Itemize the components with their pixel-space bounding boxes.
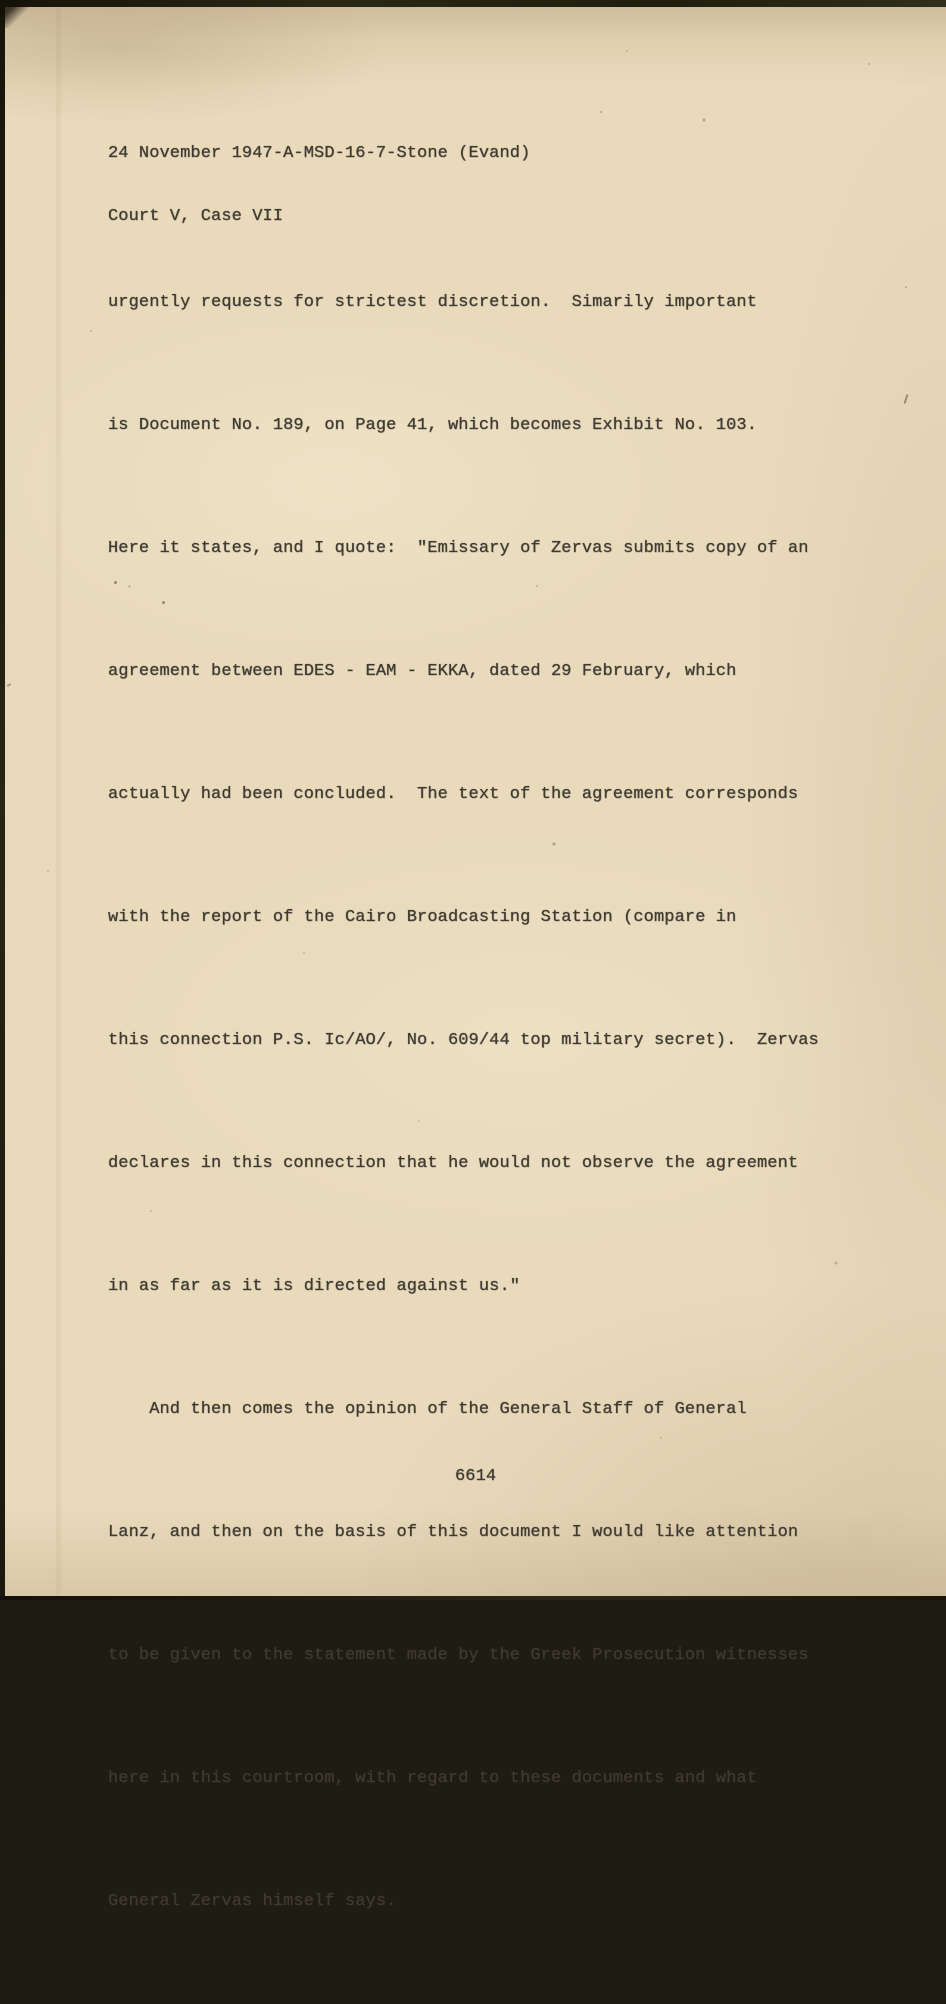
text-line: actually had been concluded. The text of the agreement corresponds bbox=[108, 785, 799, 804]
text-line: is Document No. 189, on Page 41, which becomes Exhibit No. 103. bbox=[108, 416, 758, 435]
text-line: urgently requests for strictest discretion. Simarily important bbox=[108, 293, 758, 312]
text-line: agreement between EDES - EAM - EKKA, dated 29 February, which bbox=[108, 662, 737, 681]
text-line: declares in this connection that he would not observe the agreement bbox=[108, 1154, 799, 1173]
scan-corner-shadow bbox=[0, 0, 30, 28]
text-line: in as far as it is directed against us." bbox=[108, 1277, 521, 1296]
scan-edge-left bbox=[0, 0, 5, 1600]
text-line: General Zervas himself says. bbox=[108, 1892, 397, 1911]
text-line: this connection P.S. Ic/AO/, No. 609/44 top military secret). Zervas bbox=[108, 1031, 819, 1050]
paper-specks bbox=[0, 0, 2, 2]
text-line: Lanz, and then on the basis of this document I would like attention bbox=[108, 1523, 799, 1542]
text-line: with the report of the Cairo Broadcasting Station (compare in bbox=[108, 908, 737, 927]
scan-edge-top bbox=[0, 0, 946, 7]
text-line: here in this courtroom, with regard to these documents and what bbox=[108, 1769, 758, 1788]
text-line: Here it states, and I quote: "Emissary of Zervas submits copy of an bbox=[108, 539, 809, 558]
text-line: And then comes the opinion of the General Staff of General bbox=[108, 1400, 747, 1419]
header-line-court: Court V, Case VII bbox=[108, 207, 284, 226]
header-line-date: 24 November 1947-A-MSD-16-7-Stone (Evand) bbox=[108, 144, 531, 163]
text-line: to be given to the statement made by the Greek Prosecution witnesses bbox=[108, 1646, 809, 1665]
page-number: 6614 bbox=[455, 1467, 497, 1486]
document-body bbox=[108, 200, 819, 2004]
